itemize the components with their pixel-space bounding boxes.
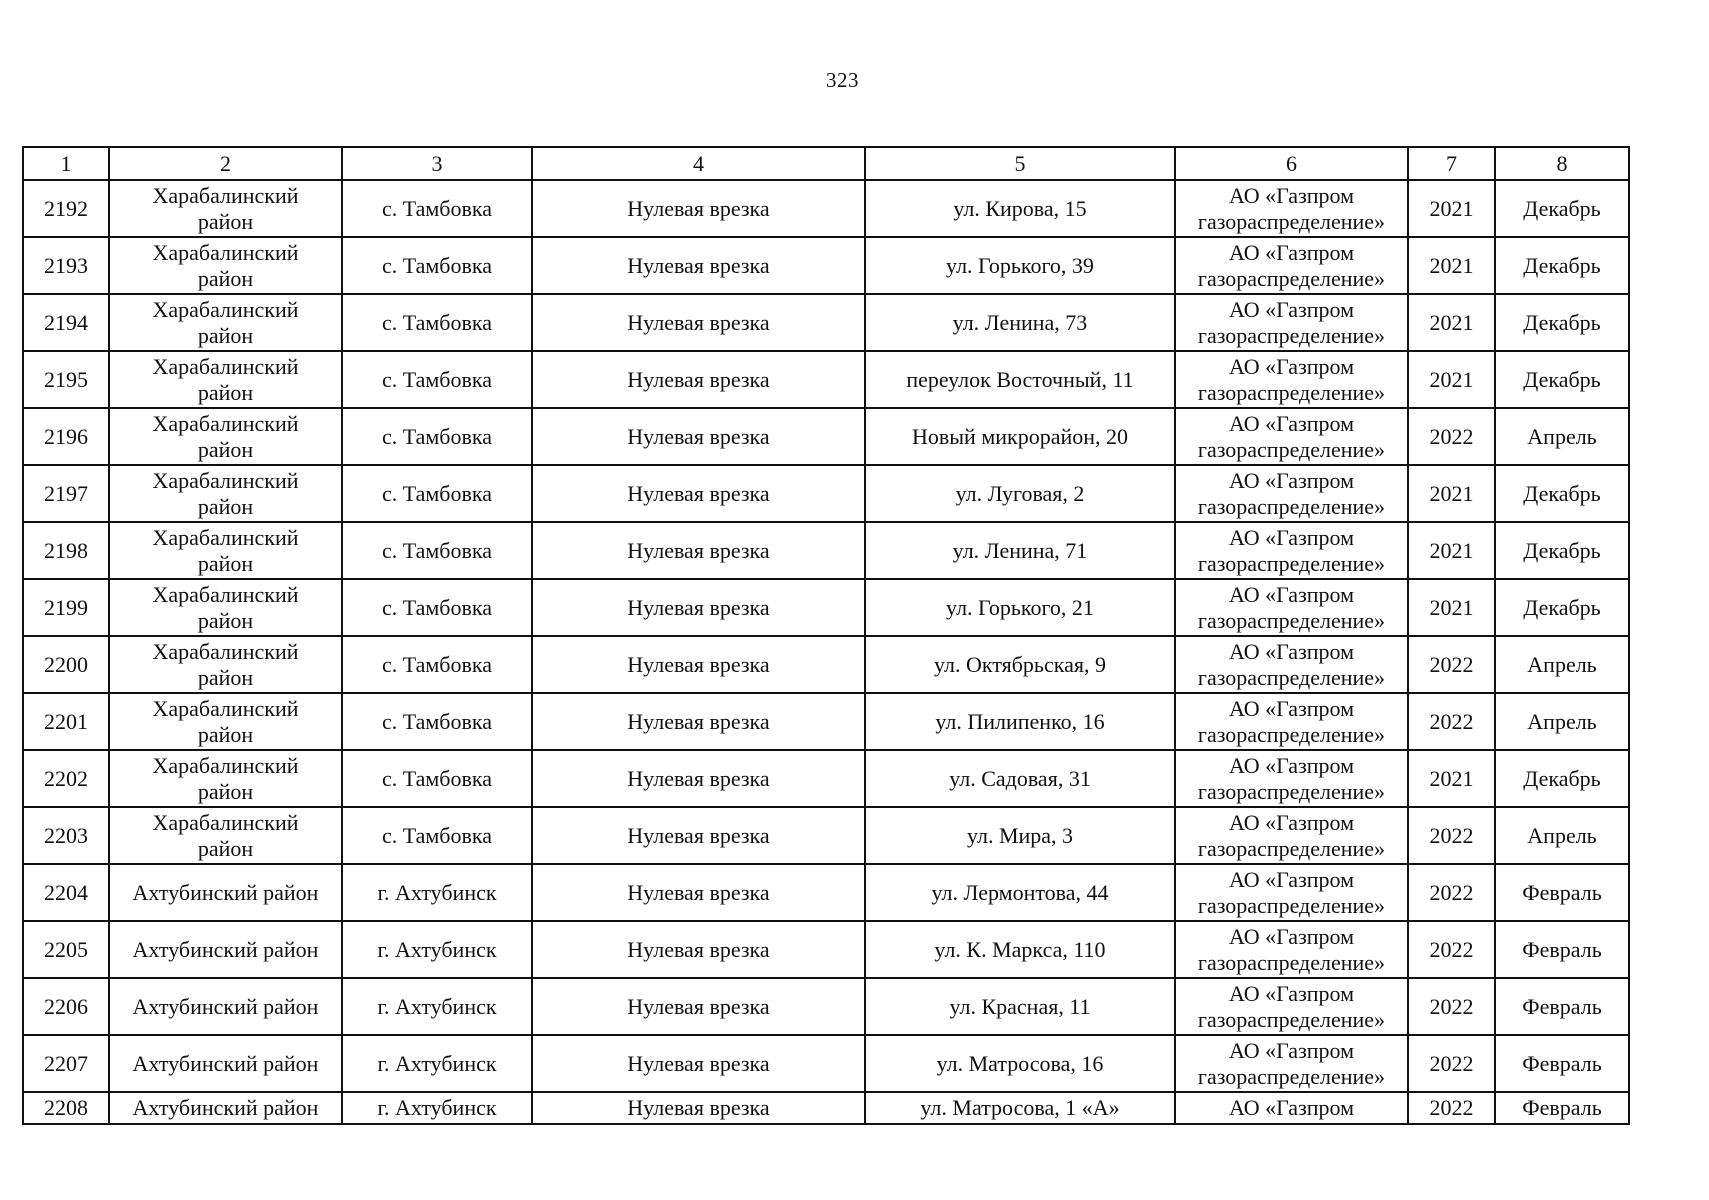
cell-work-type: Нулевая врезка (532, 750, 865, 807)
cell-organization (1175, 1035, 1408, 1092)
cell-month: Февраль (1495, 1035, 1629, 1092)
cell-number: 2193 (23, 237, 109, 294)
cell-organization-line: газораспределение» (1197, 208, 1386, 234)
cell-organization-line: АО «Газпром (1228, 980, 1355, 1006)
cell-district (109, 522, 342, 579)
cell-number: 2200 (23, 636, 109, 693)
cell-organization-line: газораспределение» (1197, 778, 1386, 804)
cell-district-line: район (197, 436, 254, 462)
cell-settlement: г. Ахтубинск (342, 978, 532, 1035)
table-row (23, 1092, 1629, 1124)
cell-month: Декабрь (1495, 237, 1629, 294)
cell-district (109, 750, 342, 807)
cell-district-line: район (197, 550, 254, 576)
cell-year: 2022 (1408, 636, 1495, 693)
cell-year: 2021 (1408, 465, 1495, 522)
cell-district-line: район (197, 265, 254, 291)
cell-number: 2203 (23, 807, 109, 864)
header-cell-6: 6 (1175, 147, 1408, 180)
cell-year: 2021 (1408, 180, 1495, 237)
cell-work-type: Нулевая врезка (532, 1035, 865, 1092)
cell-district-line: Харабалинский (152, 410, 299, 436)
cell-month: Декабрь (1495, 579, 1629, 636)
cell-district-line: Харабалинский (152, 581, 299, 607)
header-cell-7: 7 (1408, 147, 1495, 180)
cell-organization-line: газораспределение» (1197, 835, 1386, 861)
cell-address: ул. Матросова, 16 (865, 1035, 1175, 1092)
cell-organization (1175, 522, 1408, 579)
cell-address: ул. Луговая, 2 (865, 465, 1175, 522)
cell-address: ул. Лермонтова, 44 (865, 864, 1175, 921)
cell-month: Апрель (1495, 408, 1629, 465)
cell-district (109, 1092, 342, 1124)
gas-connection-table (22, 146, 1630, 1125)
cell-settlement: г. Ахтубинск (342, 1035, 532, 1092)
cell-organization (1175, 807, 1408, 864)
cell-organization (1175, 978, 1408, 1035)
cell-work-type: Нулевая врезка (532, 693, 865, 750)
cell-settlement: с. Тамбовка (342, 693, 532, 750)
cell-district (109, 693, 342, 750)
cell-number: 2197 (23, 465, 109, 522)
cell-month: Декабрь (1495, 351, 1629, 408)
cell-year: 2021 (1408, 522, 1495, 579)
table-row (23, 180, 1629, 237)
cell-district (109, 579, 342, 636)
cell-organization-line: АО «Газпром (1228, 239, 1355, 265)
cell-organization-line: АО «Газпром (1228, 923, 1355, 949)
cell-work-type: Нулевая врезка (532, 978, 865, 1035)
table-row (23, 864, 1629, 921)
cell-district-line: район (197, 379, 254, 405)
cell-district (109, 294, 342, 351)
cell-district-line: район (197, 607, 254, 633)
table-row (23, 408, 1629, 465)
cell-work-type: Нулевая врезка (532, 294, 865, 351)
table-row (23, 522, 1629, 579)
cell-settlement: с. Тамбовка (342, 408, 532, 465)
table-row (23, 807, 1629, 864)
cell-year: 2022 (1408, 864, 1495, 921)
cell-organization-line: АО «Газпром (1228, 1037, 1355, 1063)
cell-number: 2194 (23, 294, 109, 351)
cell-district-line: Харабалинский (152, 524, 299, 550)
cell-organization (1175, 1092, 1408, 1124)
cell-number: 2195 (23, 351, 109, 408)
cell-month: Апрель (1495, 636, 1629, 693)
cell-organization-line: газораспределение» (1197, 721, 1386, 747)
cell-work-type: Нулевая врезка (532, 237, 865, 294)
cell-address: ул. Ленина, 73 (865, 294, 1175, 351)
cell-organization (1175, 237, 1408, 294)
cell-year: 2022 (1408, 408, 1495, 465)
cell-organization (1175, 579, 1408, 636)
cell-year: 2022 (1408, 1035, 1495, 1092)
cell-organization-line: АО «Газпром (1228, 524, 1355, 550)
cell-settlement: с. Тамбовка (342, 294, 532, 351)
cell-month: Декабрь (1495, 465, 1629, 522)
cell-organization (1175, 180, 1408, 237)
cell-number: 2198 (23, 522, 109, 579)
cell-district-line: Харабалинский (152, 638, 299, 664)
cell-district-line: Ахтубинский район (132, 879, 319, 905)
cell-district-line: район (197, 664, 254, 690)
table-header-row (23, 147, 1629, 180)
table-row (23, 921, 1629, 978)
cell-district (109, 408, 342, 465)
cell-district (109, 864, 342, 921)
cell-district-line: район (197, 208, 254, 234)
cell-month: Февраль (1495, 978, 1629, 1035)
cell-settlement: с. Тамбовка (342, 522, 532, 579)
cell-month: Декабрь (1495, 294, 1629, 351)
table-row (23, 579, 1629, 636)
cell-work-type: Нулевая врезка (532, 1092, 865, 1124)
page-number: 323 (826, 68, 859, 92)
cell-number: 2204 (23, 864, 109, 921)
cell-district-line: район (197, 493, 254, 519)
cell-settlement: г. Ахтубинск (342, 921, 532, 978)
table-body (23, 147, 1629, 1124)
cell-organization-line: газораспределение» (1197, 322, 1386, 348)
cell-organization-line: газораспределение» (1197, 1063, 1386, 1089)
cell-address: ул. Садовая, 31 (865, 750, 1175, 807)
table-row (23, 1035, 1629, 1092)
header-cell-1: 1 (23, 147, 109, 180)
header-cell-2: 2 (109, 147, 342, 180)
cell-address: ул. К. Маркса, 110 (865, 921, 1175, 978)
cell-district-line: Харабалинский (152, 695, 299, 721)
cell-organization-line: газораспределение» (1197, 892, 1386, 918)
cell-district (109, 465, 342, 522)
cell-year: 2021 (1408, 351, 1495, 408)
cell-work-type: Нулевая врезка (532, 522, 865, 579)
cell-settlement: с. Тамбовка (342, 636, 532, 693)
cell-district (109, 1035, 342, 1092)
cell-organization-line: газораспределение» (1197, 664, 1386, 690)
table-row (23, 294, 1629, 351)
cell-district-line: Харабалинский (152, 296, 299, 322)
cell-address: ул. Матросова, 1 «А» (865, 1092, 1175, 1124)
cell-year: 2022 (1408, 693, 1495, 750)
cell-organization-line: газораспределение» (1197, 436, 1386, 462)
cell-organization-line: АО «Газпром (1228, 296, 1355, 322)
table-row (23, 978, 1629, 1035)
cell-district-line: Ахтубинский район (132, 936, 319, 962)
cell-organization-line: газораспределение» (1197, 949, 1386, 975)
table-row (23, 636, 1629, 693)
cell-year: 2022 (1408, 978, 1495, 1035)
cell-number: 2205 (23, 921, 109, 978)
cell-organization-line: газораспределение» (1197, 379, 1386, 405)
cell-district-line: Харабалинский (152, 809, 299, 835)
cell-organization-line: газораспределение» (1197, 265, 1386, 291)
cell-organization (1175, 864, 1408, 921)
table-row (23, 351, 1629, 408)
cell-organization-line: АО «Газпром (1228, 353, 1355, 379)
cell-district (109, 351, 342, 408)
cell-district-line: Харабалинский (152, 353, 299, 379)
cell-month: Декабрь (1495, 750, 1629, 807)
cell-address: ул. Красная, 11 (865, 978, 1175, 1035)
cell-organization (1175, 408, 1408, 465)
cell-district (109, 807, 342, 864)
cell-organization-line: АО «Газпром (1228, 182, 1355, 208)
cell-organization-line: газораспределение» (1197, 1006, 1386, 1032)
cell-work-type: Нулевая врезка (532, 180, 865, 237)
cell-district-line: район (197, 322, 254, 348)
cell-work-type: Нулевая врезка (532, 465, 865, 522)
cell-district-line: район (197, 835, 254, 861)
cell-district-line: Харабалинский (152, 239, 299, 265)
cell-settlement: с. Тамбовка (342, 579, 532, 636)
cell-number: 2196 (23, 408, 109, 465)
table-row (23, 237, 1629, 294)
cell-year: 2022 (1408, 921, 1495, 978)
cell-district-line: Харабалинский (152, 467, 299, 493)
cell-organization-line: АО «Газпром (1228, 638, 1355, 664)
cell-month: Апрель (1495, 693, 1629, 750)
cell-address: ул. Октябрьская, 9 (865, 636, 1175, 693)
cell-district-line: Харабалинский (152, 752, 299, 778)
cell-organization-line: АО «Газпром (1228, 581, 1355, 607)
cell-year: 2022 (1408, 807, 1495, 864)
cell-year: 2021 (1408, 237, 1495, 294)
cell-work-type: Нулевая врезка (532, 807, 865, 864)
cell-work-type: Нулевая врезка (532, 636, 865, 693)
cell-work-type: Нулевая врезка (532, 351, 865, 408)
cell-organization (1175, 921, 1408, 978)
cell-month: Февраль (1495, 921, 1629, 978)
cell-month: Февраль (1495, 1092, 1629, 1124)
cell-address: ул. Ленина, 71 (865, 522, 1175, 579)
cell-organization-line: газораспределение» (1197, 550, 1386, 576)
cell-address: ул. Мира, 3 (865, 807, 1175, 864)
cell-address: ул. Пилипенко, 16 (865, 693, 1175, 750)
cell-number: 2206 (23, 978, 109, 1035)
cell-district (109, 978, 342, 1035)
cell-settlement: с. Тамбовка (342, 750, 532, 807)
cell-district (109, 636, 342, 693)
cell-organization (1175, 693, 1408, 750)
cell-year: 2021 (1408, 750, 1495, 807)
cell-year: 2022 (1408, 1092, 1495, 1124)
cell-organization (1175, 636, 1408, 693)
cell-settlement: г. Ахтубинск (342, 864, 532, 921)
cell-organization-line: АО «Газпром (1228, 752, 1355, 778)
cell-settlement: с. Тамбовка (342, 351, 532, 408)
cell-district (109, 237, 342, 294)
cell-year: 2021 (1408, 294, 1495, 351)
cell-organization (1175, 351, 1408, 408)
cell-organization-line: АО «Газпром (1228, 1095, 1355, 1120)
cell-year: 2021 (1408, 579, 1495, 636)
header-cell-5: 5 (865, 147, 1175, 180)
cell-month: Февраль (1495, 864, 1629, 921)
table-row (23, 750, 1629, 807)
cell-settlement: с. Тамбовка (342, 465, 532, 522)
cell-district (109, 921, 342, 978)
cell-month: Декабрь (1495, 180, 1629, 237)
cell-district-line: район (197, 721, 254, 747)
cell-settlement: с. Тамбовка (342, 237, 532, 294)
cell-district-line: Харабалинский (152, 182, 299, 208)
cell-district-line: район (197, 778, 254, 804)
cell-settlement: с. Тамбовка (342, 807, 532, 864)
cell-address: Новый микрорайон, 20 (865, 408, 1175, 465)
cell-organization-line: АО «Газпром (1228, 467, 1355, 493)
cell-organization-line: АО «Газпром (1228, 809, 1355, 835)
header-cell-4: 4 (532, 147, 865, 180)
cell-district (109, 180, 342, 237)
cell-work-type: Нулевая врезка (532, 864, 865, 921)
cell-district-line: Ахтубинский район (132, 1095, 319, 1120)
table-row (23, 465, 1629, 522)
cell-month: Декабрь (1495, 522, 1629, 579)
cell-address: переулок Восточный, 11 (865, 351, 1175, 408)
cell-address: ул. Кирова, 15 (865, 180, 1175, 237)
cell-organization (1175, 294, 1408, 351)
cell-settlement: с. Тамбовка (342, 180, 532, 237)
cell-work-type: Нулевая врезка (532, 408, 865, 465)
cell-number: 2199 (23, 579, 109, 636)
cell-organization (1175, 750, 1408, 807)
cell-organization-line: газораспределение» (1197, 607, 1386, 633)
cell-work-type: Нулевая врезка (532, 579, 865, 636)
cell-organization-line: АО «Газпром (1228, 866, 1355, 892)
cell-work-type: Нулевая врезка (532, 921, 865, 978)
cell-settlement: г. Ахтубинск (342, 1092, 532, 1124)
cell-organization (1175, 465, 1408, 522)
cell-address: ул. Горького, 39 (865, 237, 1175, 294)
header-cell-3: 3 (342, 147, 532, 180)
cell-district-line: Ахтубинский район (132, 993, 319, 1019)
cell-number: 2207 (23, 1035, 109, 1092)
cell-month: Апрель (1495, 807, 1629, 864)
cell-organization-line: АО «Газпром (1228, 410, 1355, 436)
cell-number: 2192 (23, 180, 109, 237)
header-cell-8: 8 (1495, 147, 1629, 180)
cell-organization-line: газораспределение» (1197, 493, 1386, 519)
cell-address: ул. Горького, 21 (865, 579, 1175, 636)
cell-number: 2201 (23, 693, 109, 750)
cell-district-line: Ахтубинский район (132, 1050, 319, 1076)
table-row (23, 693, 1629, 750)
cell-number: 2202 (23, 750, 109, 807)
cell-organization-line: АО «Газпром (1228, 695, 1355, 721)
cell-number: 2208 (23, 1092, 109, 1124)
